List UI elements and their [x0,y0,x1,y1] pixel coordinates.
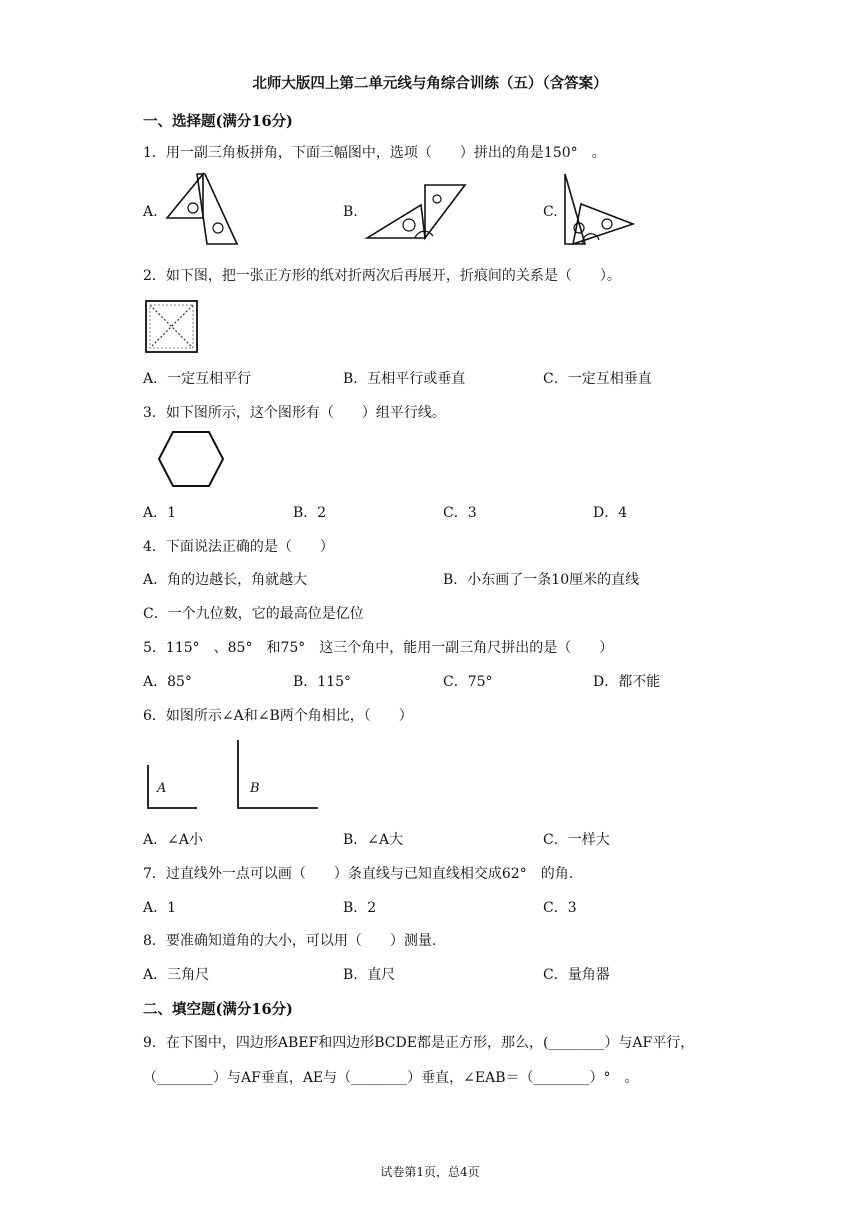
q1-option-a-label: A. [143,204,158,220]
angle-b-label: B [250,781,260,796]
q7-option-b: B．2 [343,900,377,916]
q3-option-d: D．4 [593,505,628,521]
q7-option-a: A．1 [143,900,177,916]
q7-option-c: C．3 [543,900,577,916]
q4-option-b: B．小东画了一条10厘米的直线 [443,572,640,588]
q3-hexagon-figure [157,430,225,488]
question-1-stem: 1．用一副三角板拼角，下面三幅图中，选项（ ）拼出的角是150° 。 [143,145,606,161]
question-6-stem: 6．如图所示∠A和∠B两个角相比，（ ） [143,708,413,724]
section-heading-fill-blank: 二、填空题(满分16分) [143,1001,293,1018]
question-2-stem: 2．如下图，把一张正方形的纸对折两次后再展开，折痕间的关系是（ ）。 [143,268,621,284]
q4-option-c: C．一个九位数，它的最高位是亿位 [143,606,364,622]
q1-figure-a [165,172,245,247]
angle-a-label: A [157,781,167,796]
q2-option-a: A．一定互相平行 [143,371,252,387]
q2-folded-square-figure [145,300,200,355]
q1-option-b-label: B. [343,204,358,220]
question-9-line-1: 9．在下图中，四边形ABEF和四边形BCDE都是正方形，那么，(________）与AF平行， [143,1035,695,1051]
q6-option-a: A．∠A小 [143,832,203,848]
q2-option-b: B．互相平行或垂直 [343,371,466,387]
q2-option-c: C．一定互相垂直 [543,371,652,387]
section-heading-choice: 一、选择题(满分16分) [143,113,293,130]
question-7-stem: 7．过直线外一点可以画（ ）条直线与已知直线相交成62° 的角. [143,866,574,882]
q6-option-b: B．∠A大 [343,832,404,848]
question-3-stem: 3．如下图所示，这个图形有（ ）组平行线。 [143,405,446,421]
q1-option-c-label: C. [543,204,558,220]
page-title: 北师大版四上第二单元线与角综合训练（五）（含答案） [252,75,608,92]
question-5-stem: 5．115° 、85° 和75° 这三个角中，能用一副三角尺拼出的是（ ） [143,640,614,656]
q1-figure-c [563,172,638,247]
page-footer: 试卷第1页，总4页 [380,1165,480,1179]
q1-figure-b [365,183,470,243]
question-4-stem: 4．下面说法正确的是（ ） [143,539,334,555]
q3-option-a: A．1 [143,505,177,521]
question-8-stem: 8．要准确知道角的大小，可以用（ ）测量. [143,933,437,949]
q3-option-b: B．2 [293,505,327,521]
q4-option-a: A．角的边越长，角就越大 [143,572,308,588]
q5-option-c: C．75° [443,674,493,690]
q5-option-d: D．都不能 [593,674,661,690]
q8-option-a: A．三角尺 [143,967,210,983]
q8-option-c: C．量角器 [543,967,610,983]
q3-option-c: C．3 [443,505,477,521]
q6-angles-figure [145,738,325,813]
q6-option-c: C．一样大 [543,832,610,848]
q5-option-b: B．115° [293,674,352,690]
q5-option-a: A．85° [143,674,192,690]
q8-option-b: B．直尺 [343,967,396,983]
question-9-line-2: （________）与AF垂直，AE与（________）垂直，∠EAB＝（________）° 。 [143,1070,639,1086]
